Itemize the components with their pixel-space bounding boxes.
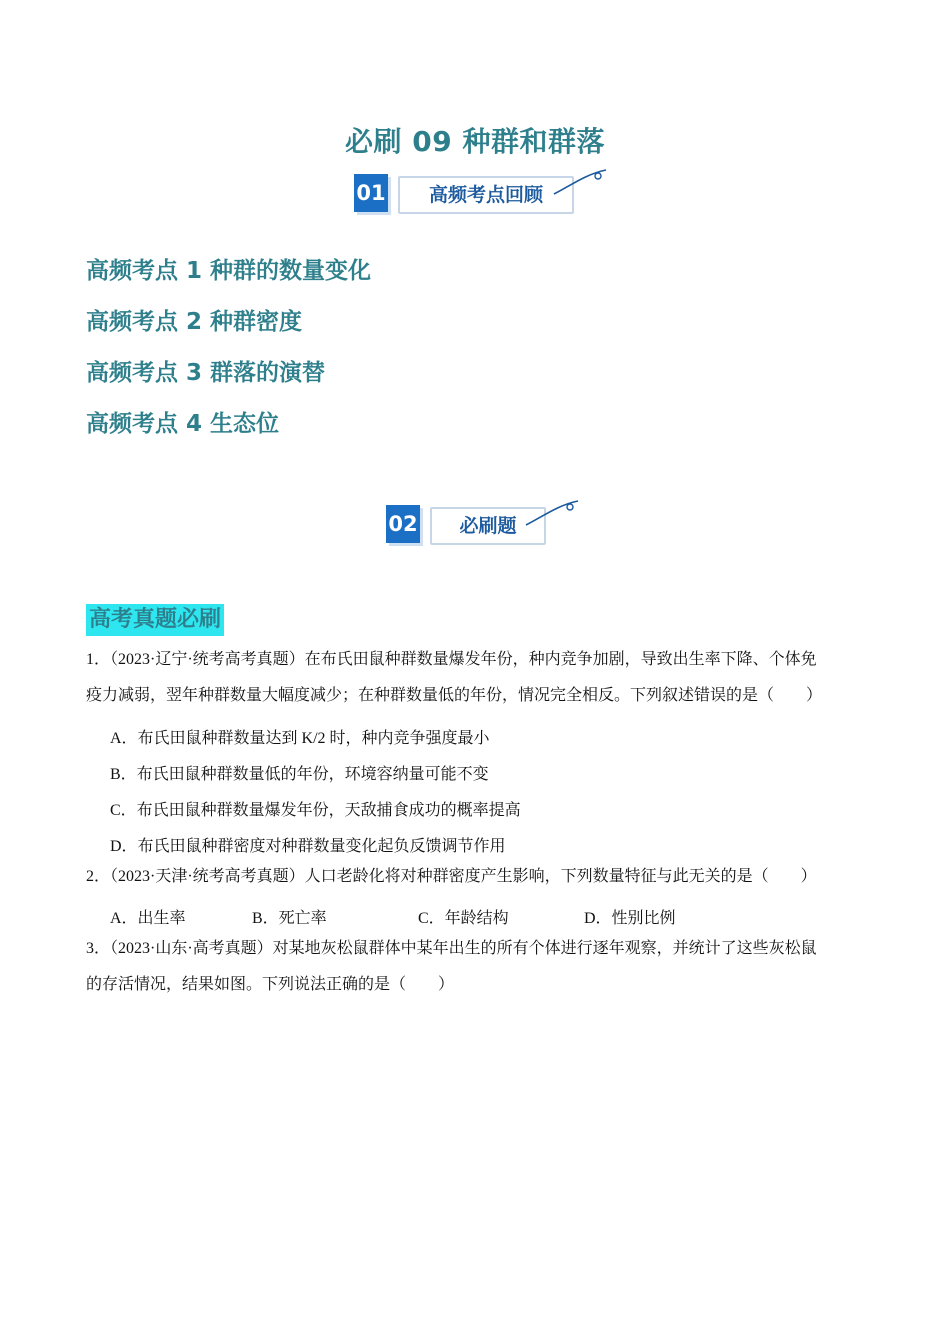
option-c: C．布氏田鼠种群数量爆发年份，天敌捕食成功的概率提高 xyxy=(110,802,521,819)
keypoint-2: 高频考点 2 种群密度 xyxy=(86,309,303,335)
option-a: A．出生率 xyxy=(110,910,186,927)
question-3 xyxy=(86,931,876,1003)
option-b: B．死亡率 xyxy=(252,910,327,927)
keypoint-1: 高频考点 1 种群的数量变化 xyxy=(86,258,372,284)
question-2 xyxy=(86,859,876,895)
option-b: B．布氏田鼠种群数量低的年份，环境容纳量可能不变 xyxy=(110,766,489,783)
section-badge-practice xyxy=(386,503,586,547)
keypoint-4: 高频考点 4 生态位 xyxy=(86,411,280,437)
section-badge-review xyxy=(354,172,614,216)
question-text: 3．（2023·山东·高考真题）对某地灰松鼠群体中某年出生的所有个体进行逐年观察，并统计了这些灰松鼠 xyxy=(86,940,817,957)
curl-decoration-icon xyxy=(522,497,582,537)
question-text: 疫力减弱，翌年种群数量大幅度减少；在种群数量低的年份，情况完全相反。下列叙述错误的是（ ） xyxy=(86,687,823,704)
badge-number: 01 xyxy=(354,174,388,212)
option-d: D．布氏田鼠种群密度对种群数量变化起负反馈调节作用 xyxy=(110,838,506,855)
page-title: 必刷 09 种群和群落 xyxy=(345,125,605,158)
question-text: 2．（2023·天津·统考高考真题）人口老龄化将对种群密度产生影响，下列数量特征与此无关的是（ ） xyxy=(86,868,817,885)
badge-label: 必刷题 xyxy=(430,507,546,545)
option-d: D．性别比例 xyxy=(584,910,676,927)
curl-decoration-icon xyxy=(550,166,610,206)
question-text: 1．（2023·辽宁·统考高考真题）在布氏田鼠种群数量爆发年份，种内竞争加剧，导致出生率下降、个体免 xyxy=(86,651,817,668)
option-a: A．布氏田鼠种群数量达到 K/2 时，种内竞争强度最小 xyxy=(110,730,490,747)
option-c: C．年龄结构 xyxy=(418,910,509,927)
badge-label: 高频考点回顾 xyxy=(398,176,574,214)
badge-number: 02 xyxy=(386,505,420,543)
question-text: 的存活情况，结果如图。下列说法正确的是（ ） xyxy=(86,976,455,993)
keypoint-3: 高频考点 3 群落的演替 xyxy=(86,360,326,386)
section-title: 高考真题必刷 xyxy=(86,604,224,636)
question-1 xyxy=(86,642,876,714)
